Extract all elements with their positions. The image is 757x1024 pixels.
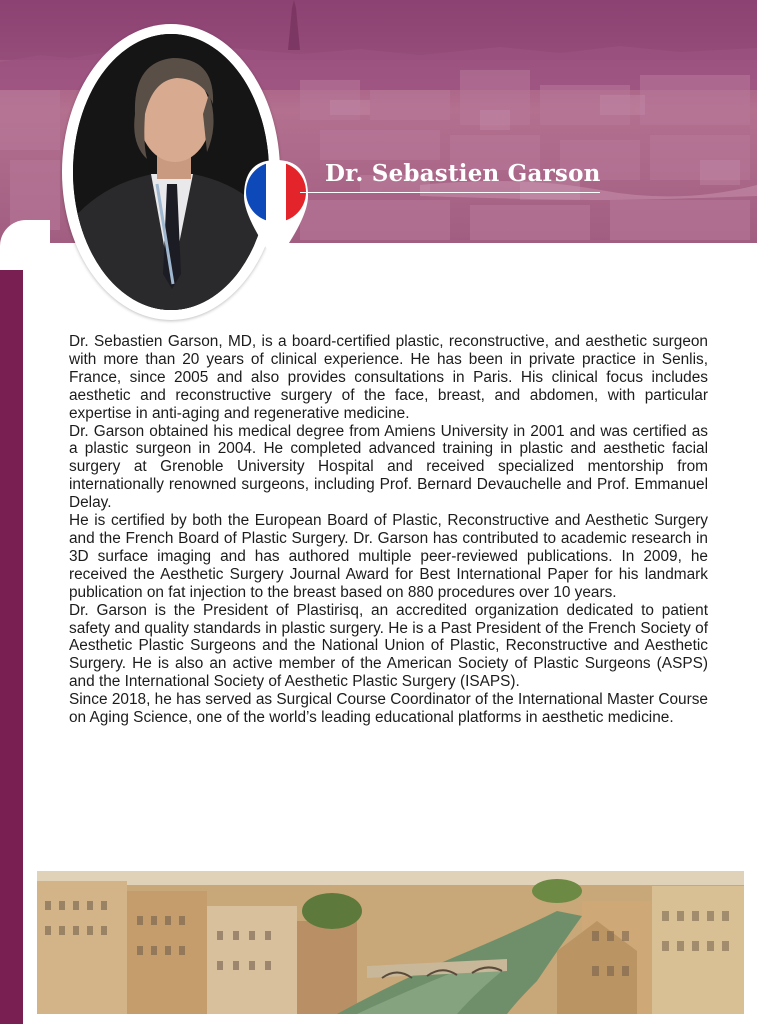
france-flag-pin-icon [240,156,312,266]
bio-paragraph: Dr. Sebastien Garson, MD, is a board-certified plastic, reconstructive, and aesthetic surgeon with more than 20 years of clinical experience. He has been in private practice in Senlis, France, since 2005 and also provides consultations in Paris. His clinical focus includes aesthetic and reconstructive surgery of the face, breast, and abdomen, with particular expertise in anti-aging and regenerative medicine. [69,333,708,422]
paris-seine-photo [37,871,744,1014]
panel-corner [0,220,50,270]
bio-paragraph: He is certified by both the European Board of Plastic, Reconstructive and Aesthetic Surgery and the French Board of Plastic Surgery. Dr. Garson has contributed to academic research in 3D surface imaging and has authored multiple peer-reviewed publications. In 2009, he received the Aesthetic Surgery Journal Award for Best International Paper for his landmark publication on fat injection to the breast based on 880 procedures over 10 years. [69,512,708,601]
bio-paragraph: Since 2018, he has served as Surgical Course Coordinator of the International Master Course on Aging Science, one of the world’s leading educational platforms in aesthetic medicine. [69,691,708,727]
biography [69,333,708,727]
name-underline [300,192,600,193]
bio-paragraph: Dr. Garson is the President of Plastirisq, an accredited organization dedicated to patient safety and quality standards in plastic surgery. He is a Past President of the French Society of Aesthetic Plastic Surgeons and the National Union of Plastic, Reconstructive and Aesthetic Surgery. He is also an active member of the American Society of Plastic Surgeons (ASPS) and the International Society of Aesthetic Plastic Surgery (ISAPS). [69,601,708,691]
doctor-name: Dr. Sebastien Garson [325,160,601,187]
left-accent-bar [0,243,23,1024]
bio-paragraph: Dr. Garson obtained his medical degree from Amiens University in 2001 and was certified as a plastic surgeon in 2004. He completed advanced training in plastic and aesthetic facial surgery at Grenoble University Hospital and received specialized mentorship from internationally renowned surgeons, including Prof. Bernard Devauchelle and Prof. Emmanuel Delay. [69,422,708,512]
